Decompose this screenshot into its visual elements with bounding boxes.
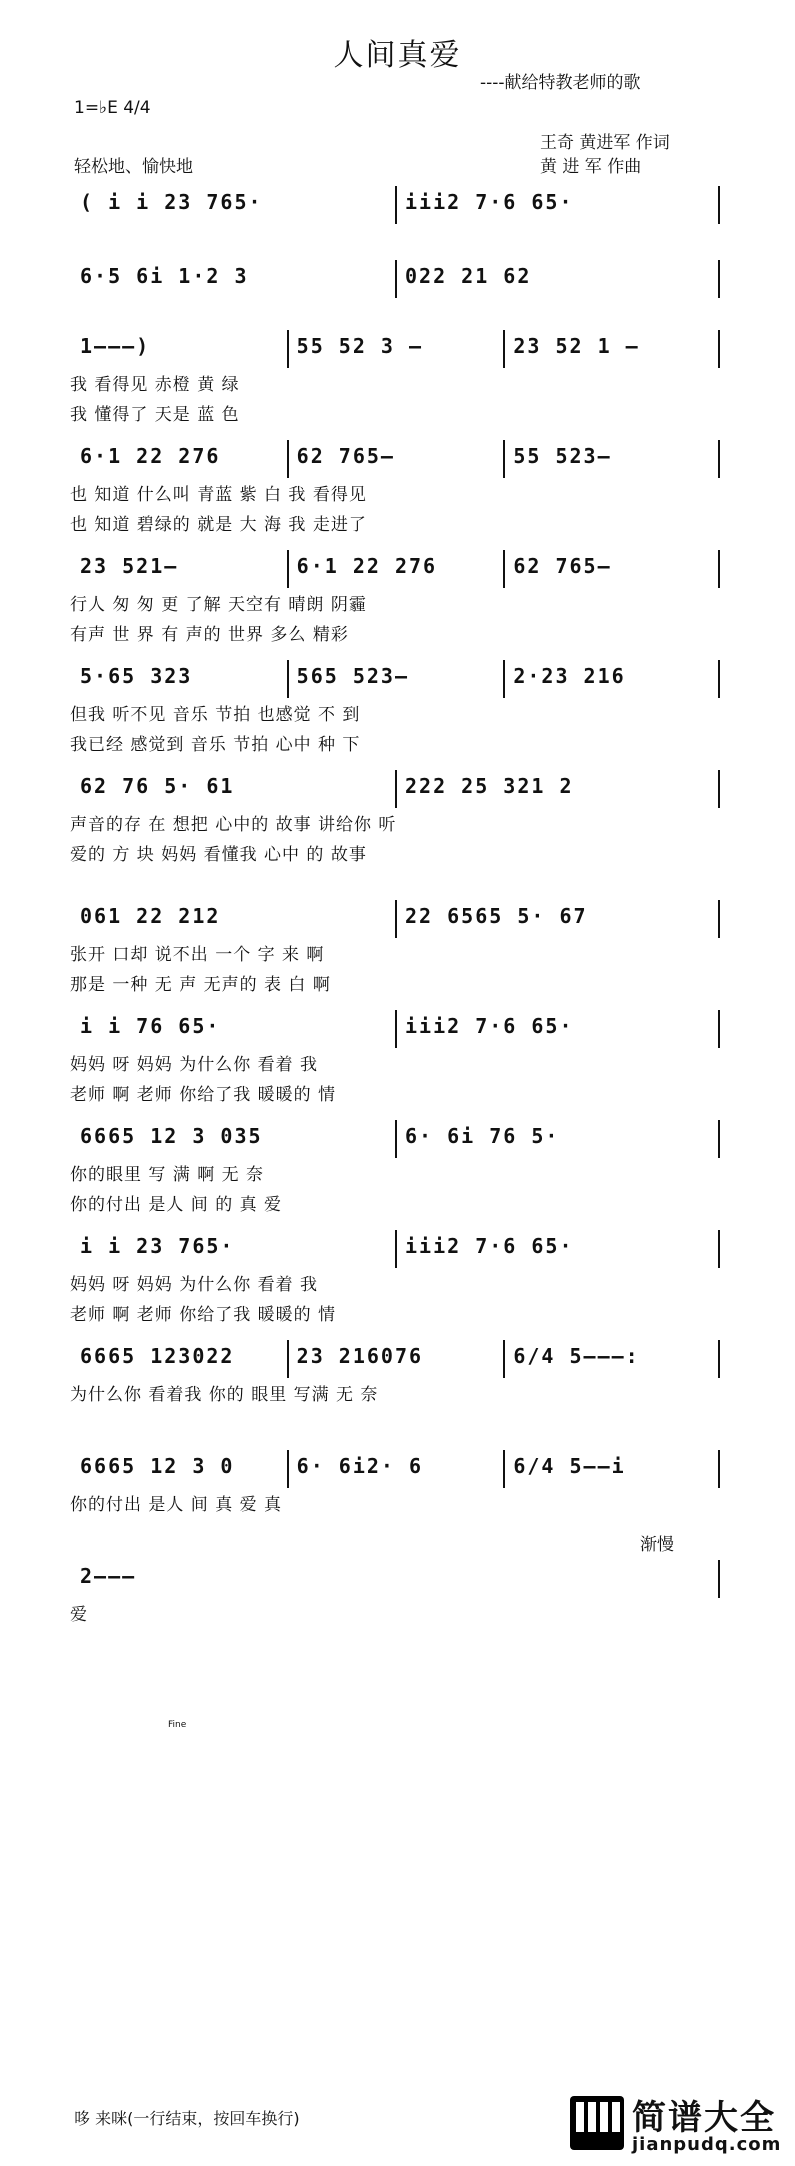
- score-row: [70, 1010, 720, 1110]
- score-row: [70, 1230, 720, 1330]
- measure: 23 216076: [296, 1344, 424, 1368]
- barline: [503, 1450, 505, 1488]
- lyric-text: 爱的 方 块 妈妈 看懂我 心中 的 故事: [70, 845, 367, 865]
- lyric-line: [70, 620, 720, 650]
- measure: ( i i 23 765·: [80, 190, 263, 214]
- notes-line: [70, 550, 720, 590]
- lyric-line: [70, 590, 720, 620]
- measure: 55 523—: [513, 444, 612, 468]
- notes-line: [70, 770, 720, 810]
- barline: [718, 660, 720, 698]
- notes-line: [70, 440, 720, 480]
- barline: [718, 330, 720, 368]
- measure: 62 765—: [513, 554, 612, 578]
- score-row: [70, 186, 720, 226]
- barline: [503, 330, 505, 368]
- score-row: [70, 330, 720, 430]
- barline: [287, 330, 289, 368]
- lyric-line: [70, 510, 720, 540]
- brand-name: 简谱大全: [632, 2098, 776, 2138]
- lyric-line: [70, 1380, 720, 1410]
- measure: iii2 7·6 65·: [405, 1234, 574, 1258]
- barline: [718, 186, 720, 224]
- barline: [503, 1340, 505, 1378]
- lyric-text: 老师 啊 老师 你给了我 暖暖的 情: [70, 1085, 337, 1105]
- score-row: [70, 770, 720, 870]
- lyric-line: [70, 1600, 720, 1630]
- measure: 5·65 323: [80, 664, 193, 688]
- lyric-text: 爱: [70, 1605, 88, 1625]
- notes-line: [70, 260, 720, 300]
- lyric-line: [70, 1490, 720, 1520]
- measure: 022 21 62: [405, 264, 532, 288]
- slowdown-mark: 渐慢: [640, 1535, 674, 1555]
- notes-line: [70, 330, 720, 370]
- barline: [503, 440, 505, 478]
- barline: [718, 1340, 720, 1378]
- measure: 2———: [80, 1564, 137, 1588]
- notes-line: [70, 1450, 720, 1490]
- lyric-line: [70, 730, 720, 760]
- composer-credit: 黄 进 军 作曲: [540, 157, 642, 177]
- lyric-text: 妈妈 呀 妈妈 为什么你 看着 我: [70, 1055, 319, 1075]
- barline: [718, 1120, 720, 1158]
- measure: 061 22 212: [80, 904, 221, 928]
- notes-line: [70, 1340, 720, 1380]
- measure: 6665 12 3 0: [80, 1454, 235, 1478]
- measure: i i 76 65·: [80, 1014, 221, 1038]
- song-subtitle: ----献给特教老师的歌: [480, 73, 641, 93]
- measure: 62 765—: [296, 444, 395, 468]
- score-row: [70, 900, 720, 1000]
- lyric-line: [70, 1160, 720, 1190]
- input-hint: 哆 来咪(一行结束，按回车换行): [74, 2109, 300, 2128]
- measure: iii2 7·6 65·: [405, 1014, 574, 1038]
- measure: 222 25 321 2: [405, 774, 574, 798]
- fine-mark: Fine: [168, 1720, 187, 1730]
- notes-line: [70, 1010, 720, 1050]
- measure: 55 52 3 —: [296, 334, 424, 358]
- song-title: 人间真爱: [333, 38, 462, 73]
- lyric-text: 声音的存 在 想把 心中的 故事 讲给你 听: [70, 815, 397, 835]
- barline: [287, 1340, 289, 1378]
- lyric-text: 行人 匆 匆 更 了解 天空有 晴朗 阴霾: [70, 595, 367, 615]
- score-row: [70, 1120, 720, 1220]
- score-row: [70, 550, 720, 650]
- measure: 6· 6i 76 5·: [405, 1124, 560, 1148]
- lyric-line: [70, 1190, 720, 1220]
- lyric-line: [70, 700, 720, 730]
- lyric-text: 你的付出 是人 间 的 真 爱: [70, 1195, 283, 1215]
- score-row: [70, 1560, 720, 1630]
- barline: [287, 1450, 289, 1488]
- barline: [718, 900, 720, 938]
- notes-line: [70, 1560, 720, 1600]
- lyric-text: 妈妈 呀 妈妈 为什么你 看着 我: [70, 1275, 319, 1295]
- lyric-line: [70, 840, 720, 870]
- notes-line: [70, 1230, 720, 1270]
- score-row: [70, 440, 720, 540]
- lyric-text: 但我 听不见 音乐 节拍 也感觉 不 到: [70, 705, 361, 725]
- measure: 6665 12 3 035: [80, 1124, 263, 1148]
- lyric-text: 老师 啊 老师 你给了我 暖暖的 情: [70, 1305, 337, 1325]
- piano-icon: [570, 2096, 624, 2150]
- barline: [718, 260, 720, 298]
- barline: [395, 1010, 397, 1048]
- measure: 6·1 22 276: [296, 554, 438, 578]
- site-logo: [570, 2090, 790, 2160]
- lyric-line: [70, 1050, 720, 1080]
- lyric-text: 你的付出 是人 间 真 爱 真: [70, 1495, 283, 1515]
- measure: 6·5 6i 1·2 3: [80, 264, 249, 288]
- lyric-text: 我 看得见 赤橙 黄 绿: [70, 375, 240, 395]
- lyric-line: [70, 970, 720, 1000]
- lyric-text: 为什么你 看着我 你的 眼里 写满 无 奈: [70, 1385, 379, 1405]
- lyric-text: 张开 口却 说不出 一个 字 来 啊: [70, 945, 325, 965]
- measure: 6·1 22 276: [80, 444, 221, 468]
- measure: 1———): [80, 334, 151, 358]
- measure: 2·23 216: [513, 664, 626, 688]
- lyric-text: 那是 一种 无 声 无声的 表 白 啊: [70, 975, 331, 995]
- score-row: [70, 260, 720, 300]
- barline: [287, 660, 289, 698]
- measure: 6/4 5——i: [513, 1454, 626, 1478]
- barline: [718, 440, 720, 478]
- notes-line: [70, 660, 720, 700]
- measure: 23 521—: [80, 554, 179, 578]
- lyric-text: 你的眼里 写 满 啊 无 奈: [70, 1165, 265, 1185]
- lyric-text: 也 知道 碧绿的 就是 大 海 我 走进了: [70, 515, 367, 535]
- score-row: [70, 1450, 720, 1520]
- brand-domain: jianpudq.com: [632, 2134, 782, 2155]
- measure: iii2 7·6 65·: [405, 190, 574, 214]
- barline: [395, 186, 397, 224]
- barline: [395, 900, 397, 938]
- lyric-line: [70, 400, 720, 430]
- lyric-line: [70, 480, 720, 510]
- barline: [287, 440, 289, 478]
- barline: [503, 660, 505, 698]
- notes-line: [70, 900, 720, 940]
- barline: [718, 1560, 720, 1598]
- notes-line: [70, 1120, 720, 1160]
- score-row: [70, 1340, 720, 1410]
- barline: [718, 1450, 720, 1488]
- measure: 6· 6i2· 6: [296, 1454, 424, 1478]
- measure: 565 523—: [296, 664, 409, 688]
- notes-line: [70, 186, 720, 226]
- barline: [395, 1120, 397, 1158]
- lyric-line: [70, 1270, 720, 1300]
- barline: [718, 1010, 720, 1048]
- lyric-text: 我已经 感觉到 音乐 节拍 心中 种 下: [70, 735, 361, 755]
- barline: [718, 550, 720, 588]
- lyric-text: 有声 世 界 有 声的 世界 多么 精彩: [70, 625, 349, 645]
- measure: 6665 123022: [80, 1344, 235, 1368]
- measure: i i 23 765·: [80, 1234, 235, 1258]
- lyric-line: [70, 1300, 720, 1330]
- barline: [395, 770, 397, 808]
- barline: [718, 1230, 720, 1268]
- lyric-text: 我 懂得了 天是 蓝 色: [70, 405, 240, 425]
- tempo-mark: 轻松地、愉快地: [74, 157, 193, 177]
- barline: [718, 770, 720, 808]
- barline: [287, 550, 289, 588]
- key-signature: 1=♭E 4/4: [74, 98, 151, 118]
- barline: [395, 1230, 397, 1268]
- measure: 62 76 5· 61: [80, 774, 235, 798]
- lyric-text: 也 知道 什么叫 青蓝 紫 白 我 看得见: [70, 485, 367, 505]
- lyricist-credit: 王奇 黄进军 作词: [540, 133, 670, 153]
- lyric-line: [70, 810, 720, 840]
- lyric-line: [70, 1080, 720, 1110]
- score-row: [70, 660, 720, 760]
- measure: 6/4 5———:: [513, 1344, 640, 1368]
- barline: [503, 550, 505, 588]
- measure: 22 6565 5· 67: [405, 904, 588, 928]
- lyric-line: [70, 370, 720, 400]
- lyric-line: [70, 940, 720, 970]
- measure: 23 52 1 —: [513, 334, 640, 358]
- barline: [395, 260, 397, 298]
